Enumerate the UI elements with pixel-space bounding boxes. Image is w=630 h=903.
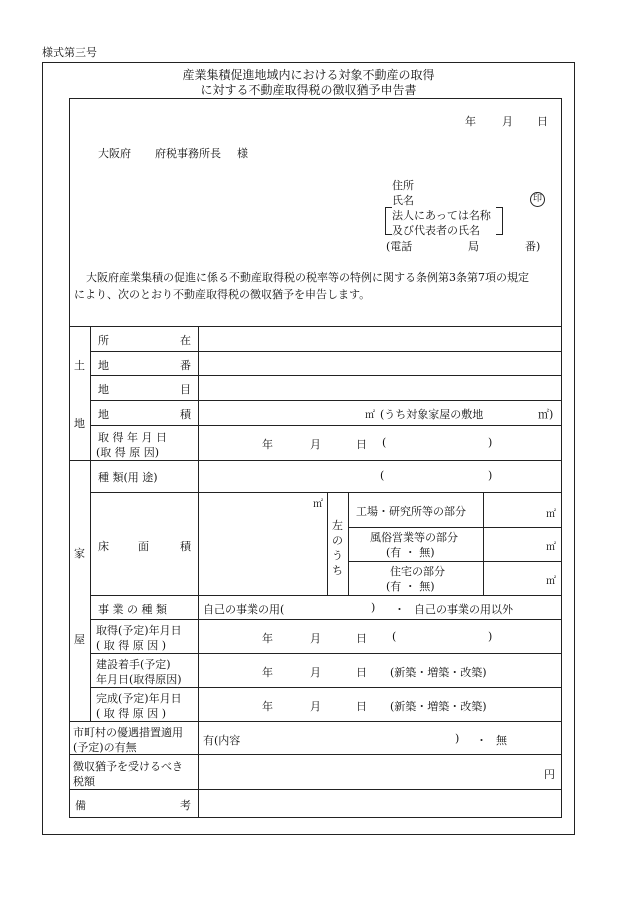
rule — [69, 754, 562, 755]
business-close: ) — [371, 601, 376, 614]
amusement-opt[interactable]: (有 ・ 無) — [386, 546, 435, 559]
land-category-a: 地 — [98, 383, 109, 396]
land-area-note: (うち対象家屋の敷地 — [380, 408, 484, 421]
rule — [69, 326, 562, 327]
bracket-right — [496, 207, 503, 235]
rule — [69, 721, 562, 722]
rule — [69, 789, 562, 790]
start-label1: 建設着手(予定) — [96, 658, 171, 671]
municipal-close: ) — [455, 732, 460, 745]
done-d[interactable]: 日 — [356, 700, 367, 713]
done-m[interactable]: 月 — [310, 700, 321, 713]
applicant-name[interactable]: 氏名 — [392, 194, 414, 207]
floor-label-a: 床 — [98, 540, 109, 553]
done-label1: 完成(予定)年月日 — [96, 692, 182, 705]
of-which-2: の — [332, 534, 343, 547]
factory-unit: ㎡ — [546, 509, 556, 520]
land-area-note-close: ㎡) — [538, 408, 554, 421]
municipal-yes[interactable]: 有(内容 — [203, 734, 241, 747]
remarks-a: 備 — [75, 799, 86, 812]
rule — [90, 687, 562, 688]
land-label-top: 土 — [74, 359, 85, 372]
land-paren-open: ( — [382, 436, 387, 449]
rule — [90, 619, 562, 620]
house-acq-open: ( — [392, 630, 397, 643]
done-y[interactable]: 年 — [262, 700, 273, 713]
business-other[interactable]: 自己の事業の用以外 — [414, 603, 513, 616]
house-kind-close: ) — [488, 469, 493, 482]
land-date-y[interactable]: 年 — [262, 438, 273, 451]
house-acq-label1: 取得(予定)年月日 — [96, 624, 182, 637]
done-construct-opt[interactable]: (新築・増築・改築) — [390, 700, 487, 713]
amusement-label: 風俗営業等の部分 — [370, 531, 458, 544]
date-day[interactable]: 日 — [537, 115, 548, 128]
land-paren-close: ) — [488, 436, 493, 449]
floor-label-b: 面 — [138, 540, 149, 553]
seal-mark — [530, 191, 545, 207]
municipal-label1: 市町村の優遇措置適用 — [73, 726, 183, 739]
seal-icon: 印 — [530, 192, 545, 207]
rule — [348, 492, 349, 595]
rule — [90, 326, 91, 721]
floor-label-c: 積 — [180, 540, 191, 553]
business-dot: ・ — [394, 603, 405, 616]
remarks-b: 考 — [180, 799, 191, 812]
house-acq-close: ) — [488, 630, 493, 643]
form-number: 様式第三号 — [42, 46, 97, 59]
rule — [483, 492, 484, 595]
house-acq-y[interactable]: 年 — [262, 632, 273, 645]
done-label2: ( 取 得 原 因 ) — [96, 707, 167, 720]
tax-label1: 徴収猶予を受けるべき — [73, 760, 183, 773]
rule — [90, 595, 562, 596]
tax-label2: 税額 — [73, 775, 95, 788]
business-label: 事 業 の 種 類 — [98, 603, 167, 616]
land-category-b: 目 — [180, 383, 191, 396]
addressee-office: 府税事務所長 — [155, 147, 221, 160]
land-acq-label2: (取 得 原 因) — [96, 446, 160, 459]
house-acq-label2: ( 取 得 原 因 ) — [96, 639, 167, 652]
rule — [348, 561, 562, 562]
statement-line1: 大阪府産業集積の促進に係る不動産取得税の税率等の特例に関する条例第3条第7項の規定 — [86, 271, 529, 284]
date-year[interactable]: 年 — [465, 115, 476, 128]
applicant-address[interactable]: 住所 — [392, 179, 414, 192]
applicant-corp-line2: 及び代表者の氏名 — [392, 224, 480, 237]
addressee-pref: 大阪府 — [98, 147, 131, 160]
house-kind-label: 種 類(用 途) — [98, 471, 158, 484]
municipal-dot: ・ — [476, 734, 487, 747]
start-label2: 年月日(取得原因) — [96, 673, 182, 686]
rule — [327, 492, 328, 595]
tax-unit: 円 — [544, 768, 555, 781]
amusement-unit: ㎡ — [546, 542, 556, 553]
start-y[interactable]: 年 — [262, 666, 273, 679]
house-kind-open: ( — [380, 469, 385, 482]
title-line1: 産業集積促進地域内における対象不動産の取得 — [182, 68, 435, 82]
land-label-bottom: 地 — [74, 417, 85, 430]
rule — [90, 400, 562, 401]
residence-label: 住宅の部分 — [390, 565, 445, 578]
factory-label: 工場・研究所等の部分 — [356, 505, 466, 518]
rule — [348, 527, 562, 528]
rule — [90, 351, 562, 352]
title-line2: に対する不動産取得税の徴収猶予申告書 — [200, 83, 417, 97]
land-location-b: 在 — [180, 334, 191, 347]
land-date-d[interactable]: 日 — [356, 438, 367, 451]
rule — [90, 375, 562, 376]
land-location-a: 所 — [98, 334, 109, 347]
land-acq-label1: 取 得 年 月 日 — [98, 431, 167, 444]
statement-line2: により、次のとおり不動産取得税の徴収猶予を申告します。 — [74, 288, 371, 301]
of-which-1: 左 — [332, 519, 343, 532]
land-lot-b: 番 — [180, 359, 191, 372]
rule — [198, 326, 199, 818]
residence-opt[interactable]: (有 ・ 無) — [386, 580, 435, 593]
house-label-bottom: 屋 — [74, 633, 85, 646]
tel-close: 番) — [525, 240, 541, 253]
applicant-corp-line1: 法人にあっては名称 — [392, 209, 491, 222]
land-area-a: 地 — [98, 408, 109, 421]
bracket-left — [385, 207, 392, 235]
house-acq-m[interactable]: 月 — [310, 632, 321, 645]
rule — [90, 492, 562, 493]
house-acq-d[interactable]: 日 — [356, 632, 367, 645]
tel-station: 局 — [468, 240, 479, 253]
land-lot-a: 地 — [98, 359, 109, 372]
start-d[interactable]: 日 — [356, 666, 367, 679]
tel-open: (電話 — [386, 240, 413, 253]
rule — [69, 460, 562, 461]
land-area-b: 積 — [180, 408, 191, 421]
of-which-4: ち — [332, 564, 343, 577]
house-label-top: 家 — [74, 547, 85, 560]
floor-unit: ㎡ — [313, 499, 323, 510]
start-construct-opt[interactable]: (新築・増築・改築) — [390, 666, 487, 679]
residence-unit: ㎡ — [546, 576, 556, 587]
land-area-unit: ㎡ — [365, 410, 375, 421]
addressee-honorific: 様 — [237, 147, 248, 160]
rule — [90, 425, 562, 426]
rule — [90, 653, 562, 654]
start-m[interactable]: 月 — [310, 666, 321, 679]
land-date-m[interactable]: 月 — [310, 438, 321, 451]
business-own[interactable]: 自己の事業の用( — [203, 603, 285, 616]
date-month[interactable]: 月 — [502, 115, 513, 128]
municipal-no[interactable]: 無 — [496, 734, 507, 747]
municipal-label2: (予定)の有無 — [73, 741, 137, 754]
of-which-3: う — [332, 549, 343, 562]
